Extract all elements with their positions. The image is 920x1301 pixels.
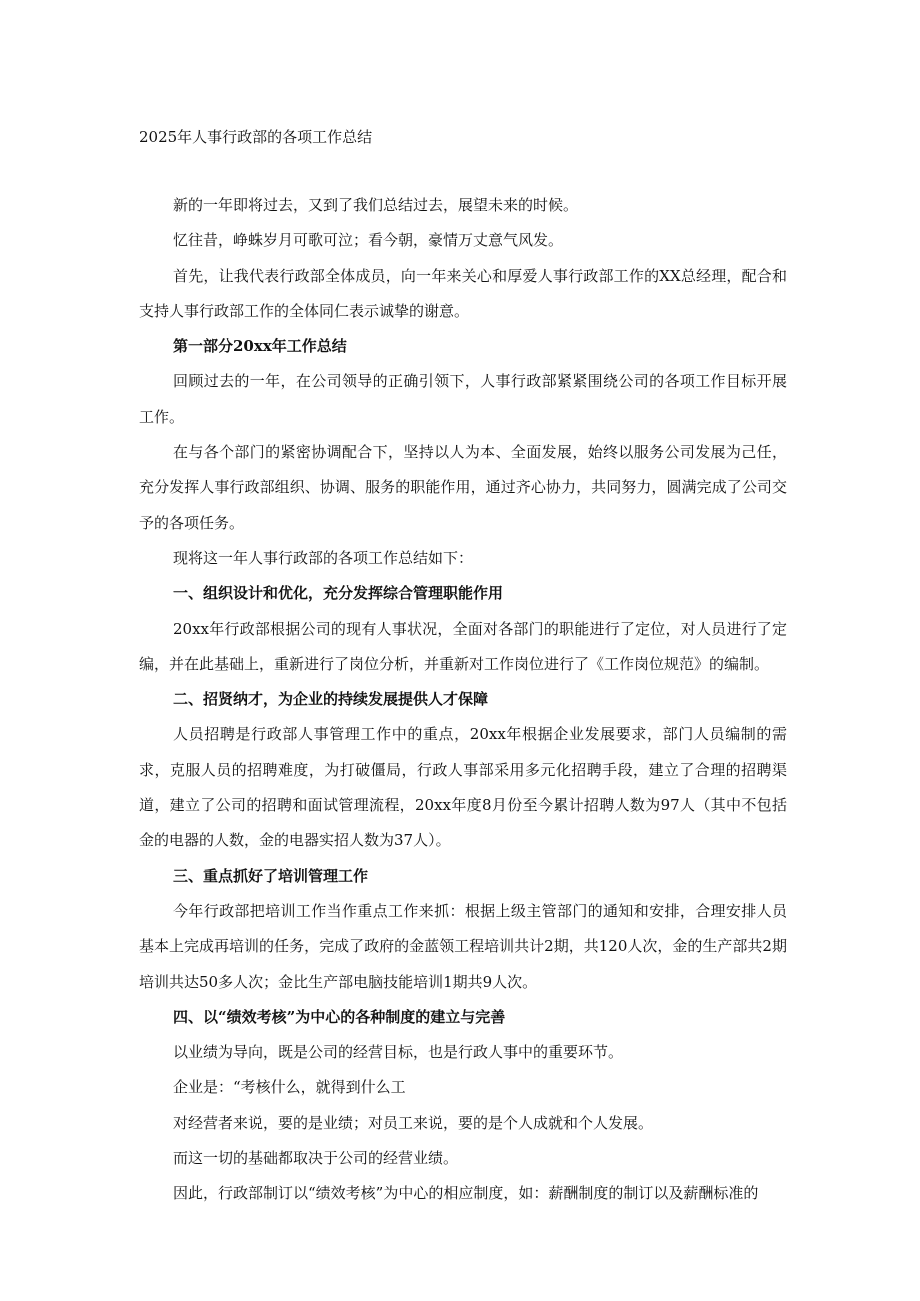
section-heading-organization: 一、组织设计和优化，充分发挥综合管理职能作用 <box>173 584 504 603</box>
paragraph-review: 回顾过去的一年，在公司领导的正确引领下，人事行政部紧紧围绕公司的各项工作目标开展工作。 <box>139 372 787 426</box>
paragraph-coordination: 在与各个部门的紧密协调配合下，坚持以人为本、全面发展，始终以服务公司发展为己任，充分发挥人事行政部组织、协调、服务的职能作用，通过齐心协力，共同努力，圆满完成了公司交予的各项任务。 <box>139 443 787 532</box>
paragraph-operators: 对经营者来说，要的是业绩；对员工来说，要的是个人成就和个人发展。 <box>173 1113 654 1132</box>
section-heading-part-one: 第一部分20xx年工作总结 <box>173 337 347 356</box>
section-heading-performance: 四、以“绩效考核”为中心的各种制度的建立与完善 <box>173 1007 506 1026</box>
paragraph-summary-intro: 现将这一年人事行政部的各项工作总结如下： <box>173 548 474 567</box>
paragraph-recruitment: 人员招聘是行政部人事管理工作中的重点，20xx年根据企业发展要求，部门人员编制的需求，克服人员的招聘难度，为打破僵局，行政人事部采用多元化招聘手段，建立了合理的招聘渠道，建立了公司的招聘和面试管理流程，20xx年度8月份至今累计招聘人数为97人（其中不包括金的电器的人数，金的电器实招人数为37人）。 <box>139 725 787 850</box>
paragraph-performance-goal: 以业绩为导向，既是公司的经营目标，也是行政人事中的重要环节。 <box>173 1043 624 1062</box>
paragraph-intro: 新的一年即将过去，又到了我们总结过去，展望未来的时候。 <box>173 196 579 214</box>
document-body <box>139 188 787 1212</box>
paragraph-enterprise: 企业是：“考核什么，就得到什么工 <box>173 1078 406 1097</box>
document-title: 2025年人事行政部的各项工作总结 <box>139 128 373 146</box>
paragraph-foundation: 而这一切的基础都取决于公司的经营业绩。 <box>173 1149 459 1168</box>
section-heading-recruitment: 二、招贤纳才，为企业的持续发展提供人才保障 <box>173 690 489 709</box>
section-heading-training: 三、重点抓好了培训管理工作 <box>173 866 369 885</box>
paragraph-training: 今年行政部把培训工作当作重点工作来抓：根据上级主管部门的通知和安排，合理安排人员基本上完成再培训的任务，完成了政府的金蓝领工程培训共计2期，共120人次，金的生产部共2期培训共达50多人次；金比生产部电脑技能培训1期共9人次。 <box>139 901 787 991</box>
paragraph-policy: 因此，行政部制订以“绩效考核”为中心的相应制度，如：薪酬制度的制订以及薪酬标准的 <box>173 1184 759 1203</box>
paragraph-organization: 20xx年行政部根据公司的现有人事状况，全面对各部门的职能进行了定位，对人员进行了定编，并在此基础上，重新进行了岗位分析，并重新对工作岗位进行了《工作岗位规范》的编制。 <box>139 619 787 673</box>
paragraph-reflection: 忆往昔，峥蛛岁月可歌可泣；看今朝，豪情万丈意气风发。 <box>173 231 564 250</box>
paragraph-thanks: 首先，让我代表行政部全体成员，向一年来关心和厚爱人事行政部工作的XX总经理，配合和支持人事行政部工作的全体同仁表示诚挚的谢意。 <box>139 266 787 320</box>
